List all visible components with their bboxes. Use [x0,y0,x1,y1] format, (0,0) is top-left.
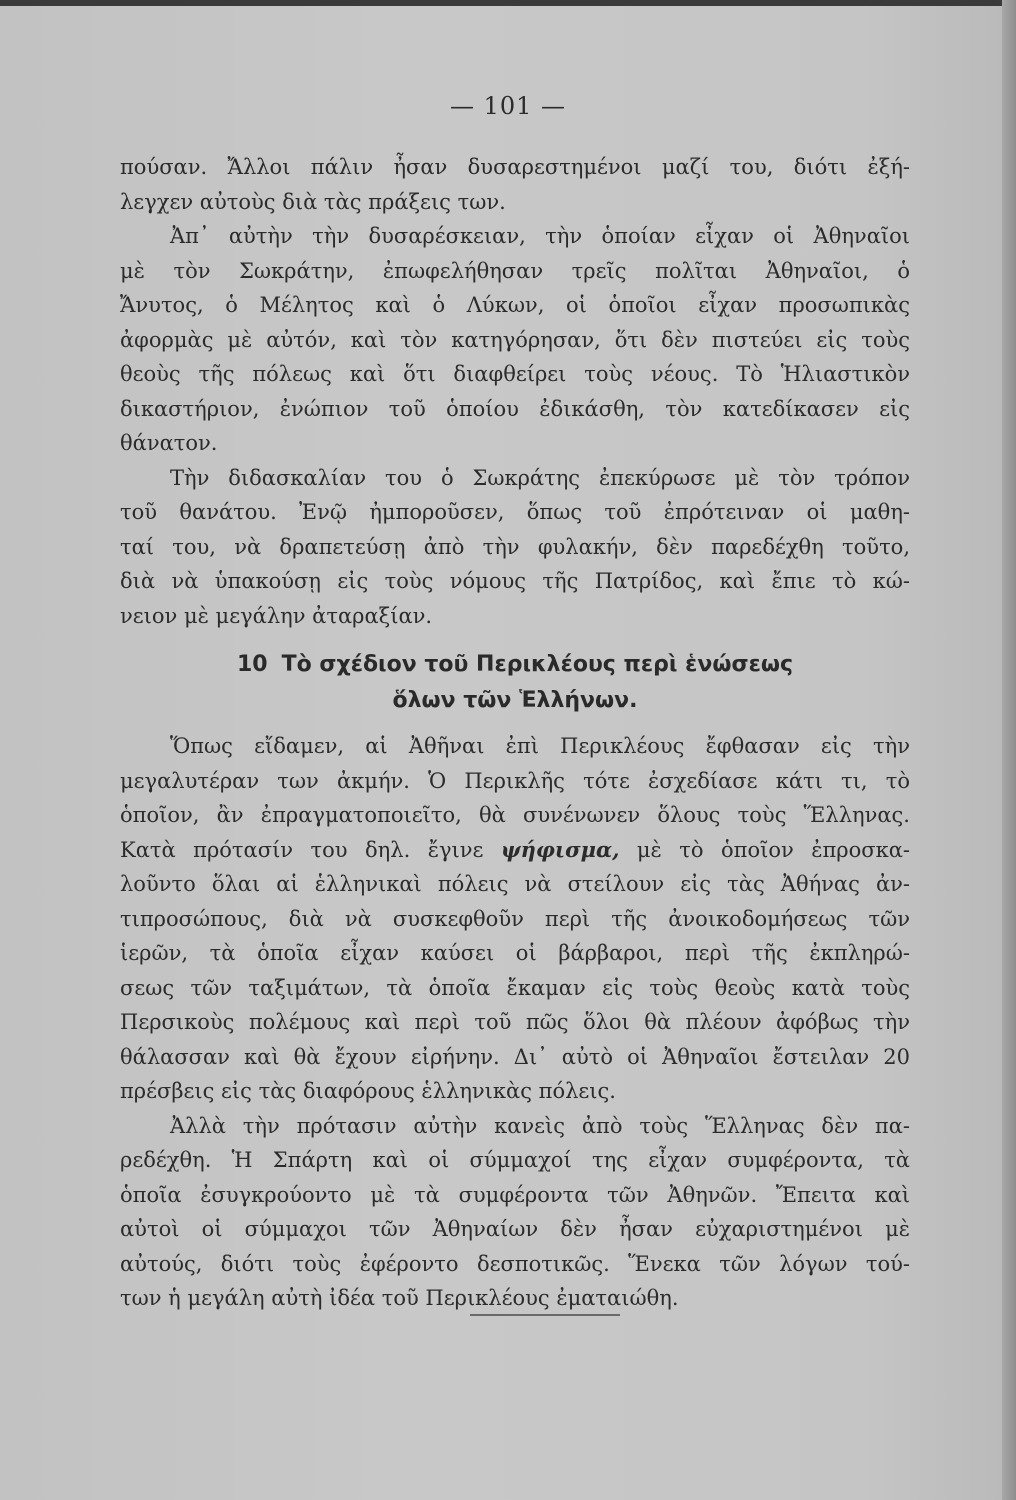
text-line: πρέσβεις εἰς τὰς διαφόρους ἑλληνικὰς πόλεις. [120,1079,616,1103]
text-fragment: Κατὰ πρότασίν του δηλ. ἔγινε [120,837,501,862]
page-right-edge [1002,0,1016,1500]
text-line: ἀφορμὰς μὲ αὐτόν, καὶ τὸν κατηγόρησαν, ὅτι δὲν πιστεύει εἰς τοὺς [120,327,910,352]
text-line: αὐτούς, διότι τοὺς ἐφέροντο δεσποτικῶς. Ἕνεκα τῶν λόγων τού- [120,1251,910,1276]
section-heading [120,647,910,719]
paragraph-3 [120,461,910,634]
text-line: διὰ νὰ ὑπακούσῃ εἰς τοὺς νόμους τῆς Πατρίδος, καὶ ἔπιε τὸ κώ- [120,569,910,593]
text-line: θάλασσαν καὶ θὰ ἔχουν εἰρήνην. Δι᾿ αὐτὸ οἱ Ἀθηναῖοι ἔστειλαν 20 [120,1044,910,1069]
page-top-edge [0,0,1016,6]
text-line: θάνατον. [120,431,218,455]
emphasized-term: ψήφισμα, [500,836,620,862]
section-heading-line-2: ὅλων τῶν Ἑλλήνων. [392,688,638,713]
text-line: λεγχεν αὐτοὺς διὰ τὰς πράξεις των. [120,189,506,214]
text-line: των ἡ μεγάλη αὐτὴ ἰδέα τοῦ Περικλέους ἐματαιώθη. [120,1286,679,1310]
end-rule [470,1314,620,1316]
text-line: ἱερῶν, τὰ ὁποῖα εἶχαν καύσει οἱ βάρβαροι, περὶ τῆς ἐκπληρώ- [120,941,910,965]
text-line: ὁποῖον, ἂν ἐπραγματοποιεῖτο, θὰ συνένωνεν ὅλους τοὺς Ἕλληνας. [120,803,910,827]
page-number: — 101 — [449,92,567,120]
text-line: Περσικοὺς πολέμους καὶ περὶ τοῦ πῶς ὅλοι θὰ πλέουν ἀφόβως τὴν [120,1010,910,1034]
text-line: μὲ τὸν Σωκράτην, ἐπωφελήθησαν τρεῖς πολῖται Ἀθηναῖοι, ὁ [120,258,910,283]
text-line: ρεδέχθη. Ἡ Σπάρτη καὶ οἱ σύμμαχοί της εἶχαν συμφέροντα, τὰ [120,1148,910,1172]
paragraph-5 [120,1109,910,1316]
text-line [120,833,910,868]
paragraph-4 [120,729,910,1109]
section-title: Τὸ σχέδιον τοῦ Περικλέους περὶ ἑνώσεως [281,652,794,677]
text-line: θεοὺς τῆς πόλεως καὶ ὅτι διαφθείρει τοὺς νέους. Τὸ Ἡλιαστικὸν [120,362,910,386]
text-line: τιπροσώπους, διὰ νὰ συσκεφθοῦν περὶ τῆς ἀνοικοδομήσεως τῶν [120,906,910,931]
paragraph-2 [120,219,910,461]
text-line: Ἀλλὰ τὴν πρότασιν αὐτὴν κανεὶς ἀπὸ τοὺς Ἕλληνας δὲν πα- [170,1113,910,1138]
text-line: τοῦ θανάτου. Ἐνῷ ἠμποροῦσεν, ὅπως τοῦ ἐπρότειναν οἱ μαθη- [120,500,910,524]
text-line: σεως τῶν ταξιμάτων, τὰ ὁποῖα ἔκαμαν εἰς τοὺς θεοὺς κατὰ τοὺς [120,975,910,1000]
text-line: μεγαλυτέραν των ἀκμήν. Ὁ Περικλῆς τότε ἐσχεδίασε κάτι τι, τὸ [120,768,910,793]
text-line: ταί του, νὰ δραπετεύσῃ ἀπὸ τὴν φυλακήν, δὲν παρεδέχθη τοῦτο, [120,534,910,559]
section-heading-line-1 [120,647,910,683]
text-line: ὁποῖα ἐσυγκρούοντο μὲ τὰ συμφέροντα τῶν Ἀθηνῶν. Ἔπειτα καὶ [120,1182,910,1207]
section-number: 10 [236,652,268,677]
text-line: λοῦντο ὅλαι αἱ ἑλληνικαὶ πόλεις νὰ στείλουν εἰς τὰς Ἀθήνας ἀν- [120,872,910,896]
paragraph-1 [120,150,910,219]
text-line: δικαστήριον, ἐνώπιον τοῦ ὁποίου ἐδικάσθη, τὸν κατεδίκασεν εἰς [120,396,910,421]
text-line: Ἄνυτος, ὁ Μέλητος καὶ ὁ Λύκων, οἱ ὁποῖοι εἶχαν προσωπικὰς [120,293,910,317]
text-line: πούσαν. Ἄλλοι πάλιν ἦσαν δυσαρεστημένοι μαζί του, διότι ἐξή- [120,155,910,179]
text-line: νειον μὲ μεγάλην ἀταραξίαν. [120,603,433,628]
text-line: αὐτοὶ οἱ σύμμαχοι τῶν Ἀθηναίων δὲν ἦσαν εὐχαριστημένοι μὲ [120,1217,910,1241]
text-line: Ὅπως εἴδαμεν, αἱ Ἀθῆναι ἐπὶ Περικλέους ἔφθασαν εἰς τὴν [170,734,910,758]
text-line: Τὴν διδασκαλίαν του ὁ Σωκράτης ἐπεκύρωσε μὲ τὸν τρόπον [170,465,910,490]
text-fragment: μὲ τὸ ὁποῖον ἐπροσκα- [619,837,911,862]
body-text [120,150,910,1316]
text-line: Ἀπ᾿ αὐτὴν τὴν δυσαρέσκειαν, τὴν ὁποίαν εἶχαν οἱ Ἀθηναῖοι [170,224,910,248]
